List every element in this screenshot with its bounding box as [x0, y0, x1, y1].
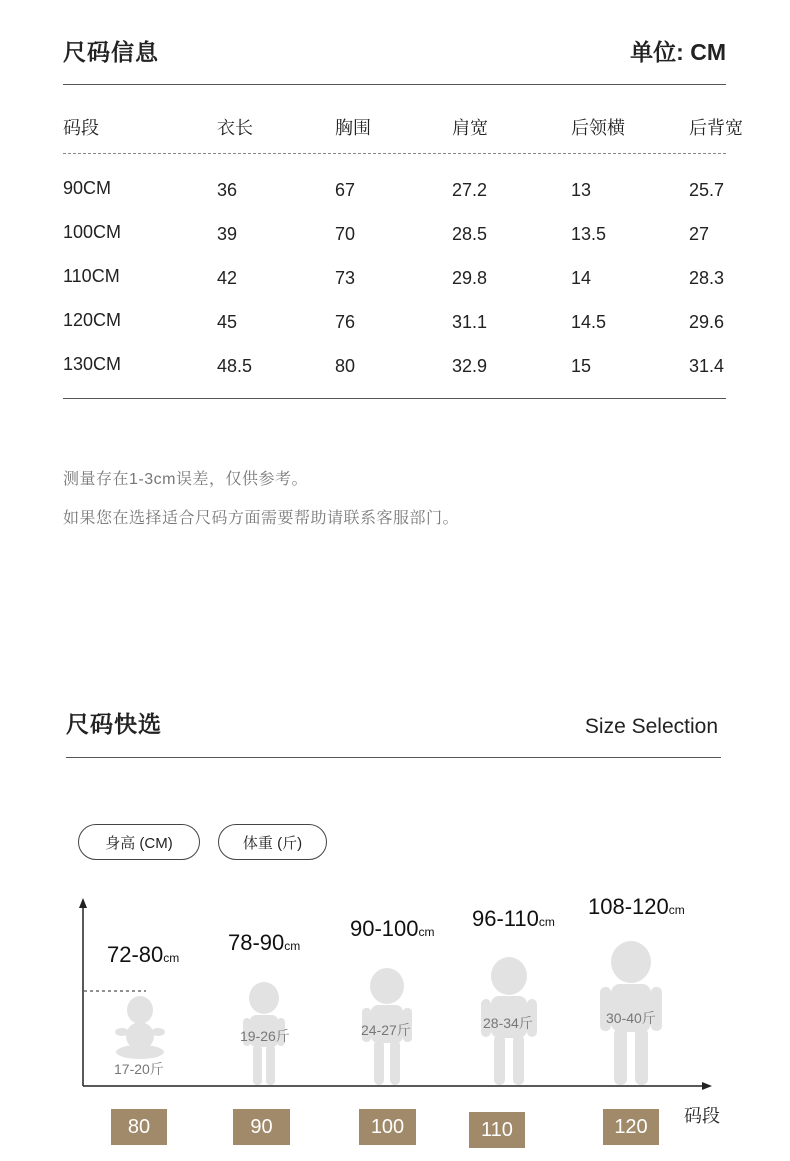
weight-label: 19-26斤 — [240, 1028, 290, 1044]
note-line: 如果您在选择适合尺码方面需要帮助请联系客服部门。 — [63, 510, 460, 527]
table-cell: 27 — [689, 224, 710, 244]
size-badge: 120 — [603, 1109, 659, 1145]
x-axis-arrow-icon — [702, 1082, 712, 1090]
table-cell: 70 — [335, 224, 356, 244]
size-badge: 80 — [111, 1109, 167, 1145]
column-header: 后领横 — [571, 118, 625, 138]
table-cell: 28.3 — [689, 268, 725, 288]
table-cell: 28.5 — [452, 224, 488, 244]
table-bottom-divider — [63, 398, 726, 399]
height-range: 72-80cm — [107, 942, 180, 967]
table-cell: 13 — [571, 180, 592, 200]
legend-weight-pill — [218, 824, 327, 860]
column-header: 胸围 — [335, 118, 371, 138]
table-cell: 110CM — [63, 266, 120, 286]
header-dashed-divider — [63, 153, 726, 154]
table-cell: 31.4 — [689, 356, 725, 376]
table-cell: 15 — [571, 356, 592, 376]
table-cell: 42 — [217, 268, 238, 288]
legend-height-pill — [78, 824, 200, 860]
table-cell: 32.9 — [452, 356, 488, 376]
table-cell: 27.2 — [452, 180, 488, 200]
weight-label: 17-20斤 — [114, 1061, 164, 1077]
size-info-title: 尺码信息 — [63, 39, 159, 65]
table-cell: 14 — [571, 268, 592, 288]
table-cell: 90CM — [63, 178, 112, 198]
column-header: 后背宽 — [689, 118, 743, 138]
table-cell: 67 — [335, 180, 356, 200]
table-cell: 45 — [217, 312, 238, 332]
table-cell: 100CM — [63, 222, 122, 242]
quick-select-title: 尺码快选 — [66, 711, 162, 737]
table-cell: 76 — [335, 312, 356, 332]
height-range: 78-90cm — [228, 930, 301, 955]
baby-sitting-silhouette-icon — [115, 996, 165, 1059]
table-cell: 25.7 — [689, 180, 725, 200]
weight-label: 30-40斤 — [606, 1010, 656, 1026]
height-range: 90-100cm — [350, 916, 435, 941]
weight-label: 24-27斤 — [361, 1022, 411, 1038]
x-axis-label: 码段 — [684, 1106, 720, 1126]
unit-label: 单位: CM — [630, 39, 726, 65]
note-line: 测量存在1-3cm误差，仅供参考。 — [63, 471, 308, 488]
table-cell: 29.6 — [689, 312, 725, 332]
y-axis-arrow-icon — [79, 898, 87, 908]
table-cell: 36 — [217, 180, 238, 200]
table-cell: 120CM — [63, 310, 122, 330]
column-header: 肩宽 — [452, 118, 488, 138]
height-range: 108-120cm — [588, 894, 685, 919]
height-range: 96-110cm — [472, 906, 555, 931]
weight-label: 28-34斤 — [483, 1015, 533, 1031]
column-header: 码段 — [63, 118, 99, 138]
size-badge: 110 — [469, 1112, 525, 1148]
table-cell: 39 — [217, 224, 238, 244]
table-cell: 130CM — [63, 354, 122, 374]
table-cell: 14.5 — [571, 312, 607, 332]
table-cell: 48.5 — [217, 356, 253, 376]
size-badge: 100 — [359, 1109, 416, 1145]
size-badge: 90 — [233, 1109, 290, 1145]
quick-select-subtitle: Size Selection — [584, 715, 718, 738]
header-divider — [63, 84, 726, 85]
table-cell: 73 — [335, 268, 356, 288]
column-header: 衣长 — [217, 118, 253, 138]
table-cell: 13.5 — [571, 224, 607, 244]
legend-weight-label: 体重 (斤) — [242, 834, 303, 852]
table-cell: 29.8 — [452, 268, 488, 288]
legend-height-label: 身高 (CM) — [105, 834, 173, 852]
table-cell: 31.1 — [452, 312, 488, 332]
quick-select-divider — [66, 757, 721, 758]
table-cell: 80 — [335, 356, 356, 376]
